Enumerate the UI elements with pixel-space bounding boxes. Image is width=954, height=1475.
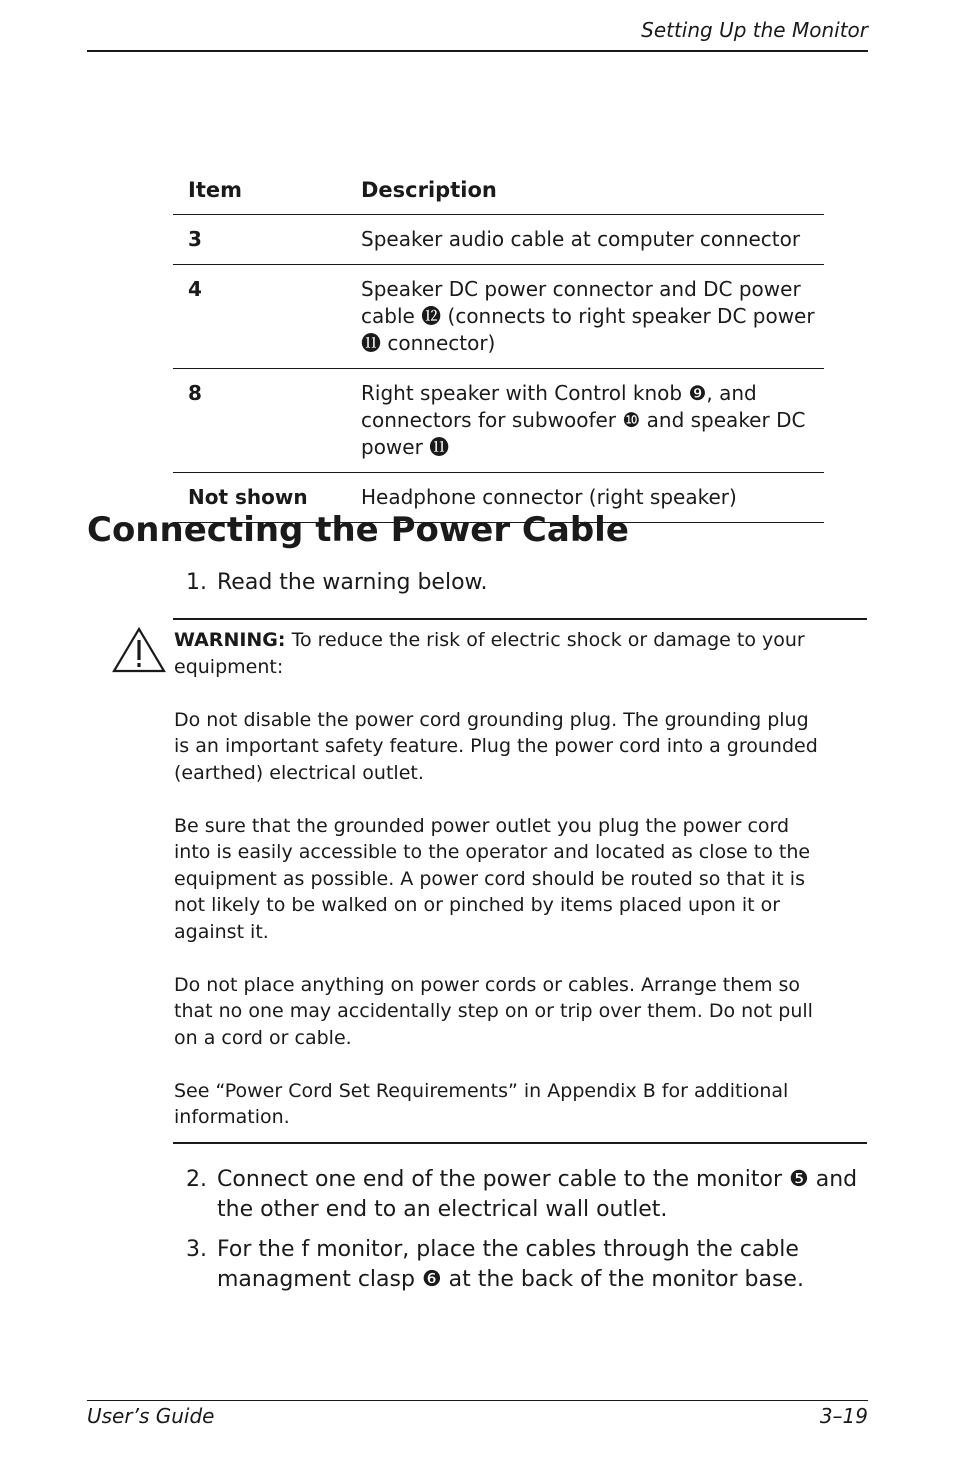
table-row (173, 215, 824, 265)
column-header-description: Description (346, 176, 824, 215)
item-cell: Not shown (173, 473, 346, 523)
footer-guide-title: User’s Guide (87, 1404, 215, 1428)
table-row (173, 369, 824, 473)
table-row (173, 265, 824, 369)
step-text: Read the warning below. (217, 570, 488, 595)
warning-triangle-icon (111, 626, 167, 678)
step-number: 1. (186, 570, 207, 595)
warning-intro (174, 627, 819, 680)
description-cell: Speaker DC power connector and DC power cable ⓬ (connects to right speaker DC power ⓫ connector) (346, 265, 824, 369)
item-cell: 3 (173, 215, 346, 265)
warning-text (174, 627, 819, 1131)
step-2 (186, 1165, 866, 1225)
warning-label: WARNING: (174, 629, 286, 651)
warning-paragraph: See “Power Cord Set Requirements” in Appendix B for additional information. (174, 1079, 789, 1128)
item-cell: 4 (173, 265, 346, 369)
step-number: 3. (186, 1237, 207, 1262)
running-header-title: Setting Up the Monitor (641, 18, 868, 42)
item-description-table (173, 176, 824, 523)
step-1 (186, 568, 866, 598)
footer-page-number: 3–19 (819, 1404, 868, 1428)
running-header (87, 18, 868, 52)
item-cell: 8 (173, 369, 346, 473)
warning-paragraph: Do not place anything on power cords or cables. Arrange them so that no one may accidentally step on or trip over them. Do not pull on a cord or cable. (174, 973, 813, 1049)
step-number: 2. (186, 1167, 207, 1192)
warning-paragraph: Be sure that the grounded power outlet you plug the power cord into is easily accessible to the operator and located as close to the equipment as possible. A power cord should be routed so that it is not likely to be walked on or pinched by items placed upon it or against it. (174, 814, 811, 943)
section-title: Connecting the Power Cable (87, 510, 629, 550)
description-cell: Right speaker with Control knob ❾, and connectors for subwoofer ❿ and speaker DC power ⓫ (346, 369, 824, 473)
page-footer (87, 1400, 868, 1428)
warning-intro-text: To reduce the risk of electric shock or damage to your equipment: (174, 629, 805, 678)
step-3 (186, 1235, 866, 1295)
description-cell: Speaker audio cable at computer connector (346, 215, 824, 265)
warning-paragraph: Do not disable the power cord grounding plug. The grounding plug is an important safety feature. Plug the power cord into a grounded (earthed) electrical outlet. (174, 708, 818, 784)
table-header-row (173, 176, 824, 215)
description-cell: Headphone connector (right speaker) (346, 473, 824, 523)
step-text: Connect one end of the power cable to the monitor ❺ and the other end to an electrical wall outlet. (217, 1167, 858, 1222)
column-header-item: Item (173, 176, 346, 215)
step-text: For the f monitor, place the cables through the cable managment clasp ❻ at the back of the monitor base. (217, 1237, 804, 1292)
